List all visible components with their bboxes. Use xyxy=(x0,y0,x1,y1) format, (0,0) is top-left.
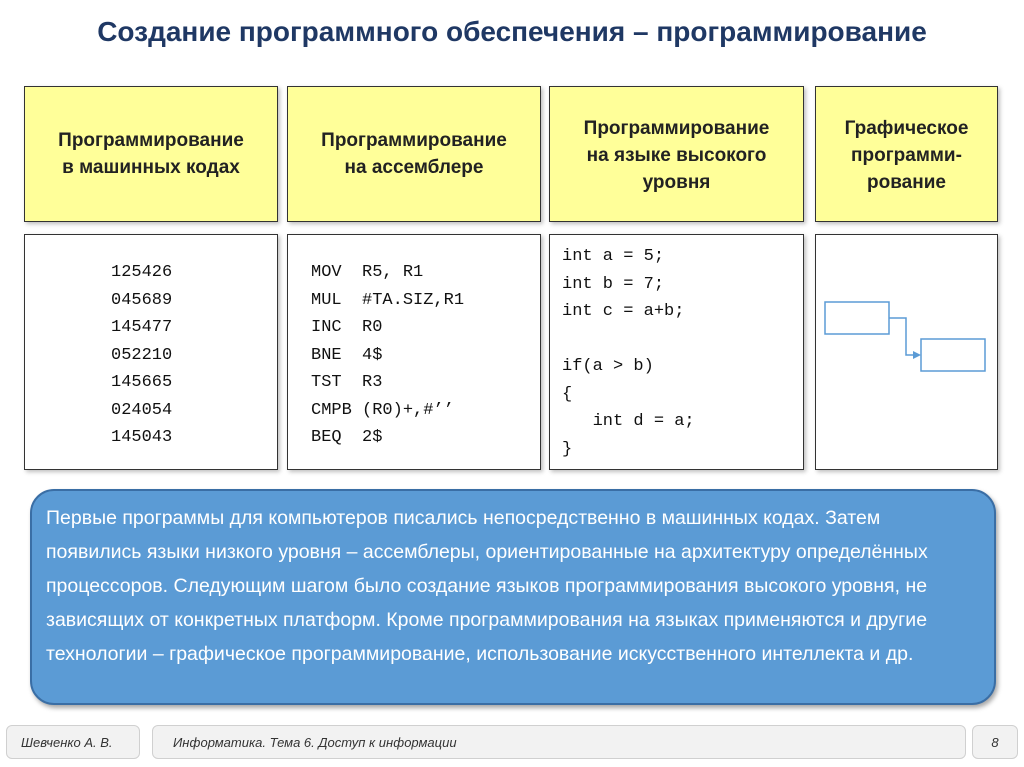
flow-block-2 xyxy=(921,339,985,371)
header-graphical xyxy=(815,86,998,222)
flow-arrow-head-icon xyxy=(913,351,921,359)
slide-title: Создание программного обеспечения – программирование xyxy=(97,16,927,47)
footer-course: Информатика. Тема 6. Доступ к информации xyxy=(173,734,457,750)
flow-block-1 xyxy=(825,302,889,334)
description-panel xyxy=(30,489,996,705)
header-graphical-label: Графическое программи- рование xyxy=(844,118,969,193)
description-text: Первые программы для компьютеров писались непосредственно в машинных кодах. Затем появились языки низкого уровня – ассемблеры, ориентированные на архитектуру определённых процессоров. Следующим шагом было создание языков программирования высокого уровня, не зависящих от конкретных платформ. Кроме программирования на языках применяются и другие технологии – графическое программирование, использование искусственного интеллекта и др. xyxy=(46,507,928,665)
machine-code-listing: 125426 045689 145477 052210 145665 024054 145043 xyxy=(111,263,173,447)
assembler-listing: MOV R5, R1 MUL #TA.SIZ,R1 INC R0 BNE 4$ TST R3 CMPB (R0)+,#’’ BEQ 2$ xyxy=(311,263,465,447)
header-assembler xyxy=(287,86,541,222)
machine-code-box xyxy=(24,234,278,470)
header-machine-code-label: Программирование в машинных кодах xyxy=(58,130,244,178)
header-assembler-label: Программирование на ассемблере xyxy=(321,130,507,178)
assembler-box xyxy=(287,234,541,470)
footer-author: Шевченко А. В. xyxy=(21,734,113,750)
footer-author-box xyxy=(6,725,140,759)
header-high-level xyxy=(549,86,804,222)
footer-page-box xyxy=(972,725,1018,759)
flow-connector xyxy=(889,318,915,355)
flow-diagram xyxy=(816,235,996,468)
footer-course-box xyxy=(152,725,966,759)
high-level-listing: int a = 5; int b = 7; int c = a+b; if(a > b) { int d = a; } xyxy=(562,247,695,459)
header-machine-code xyxy=(24,86,278,222)
high-level-box xyxy=(549,234,804,470)
header-high-level-label: Программирование на языке высокого уровня xyxy=(583,118,770,193)
graphical-box xyxy=(815,234,998,470)
page-number: 8 xyxy=(991,734,999,750)
